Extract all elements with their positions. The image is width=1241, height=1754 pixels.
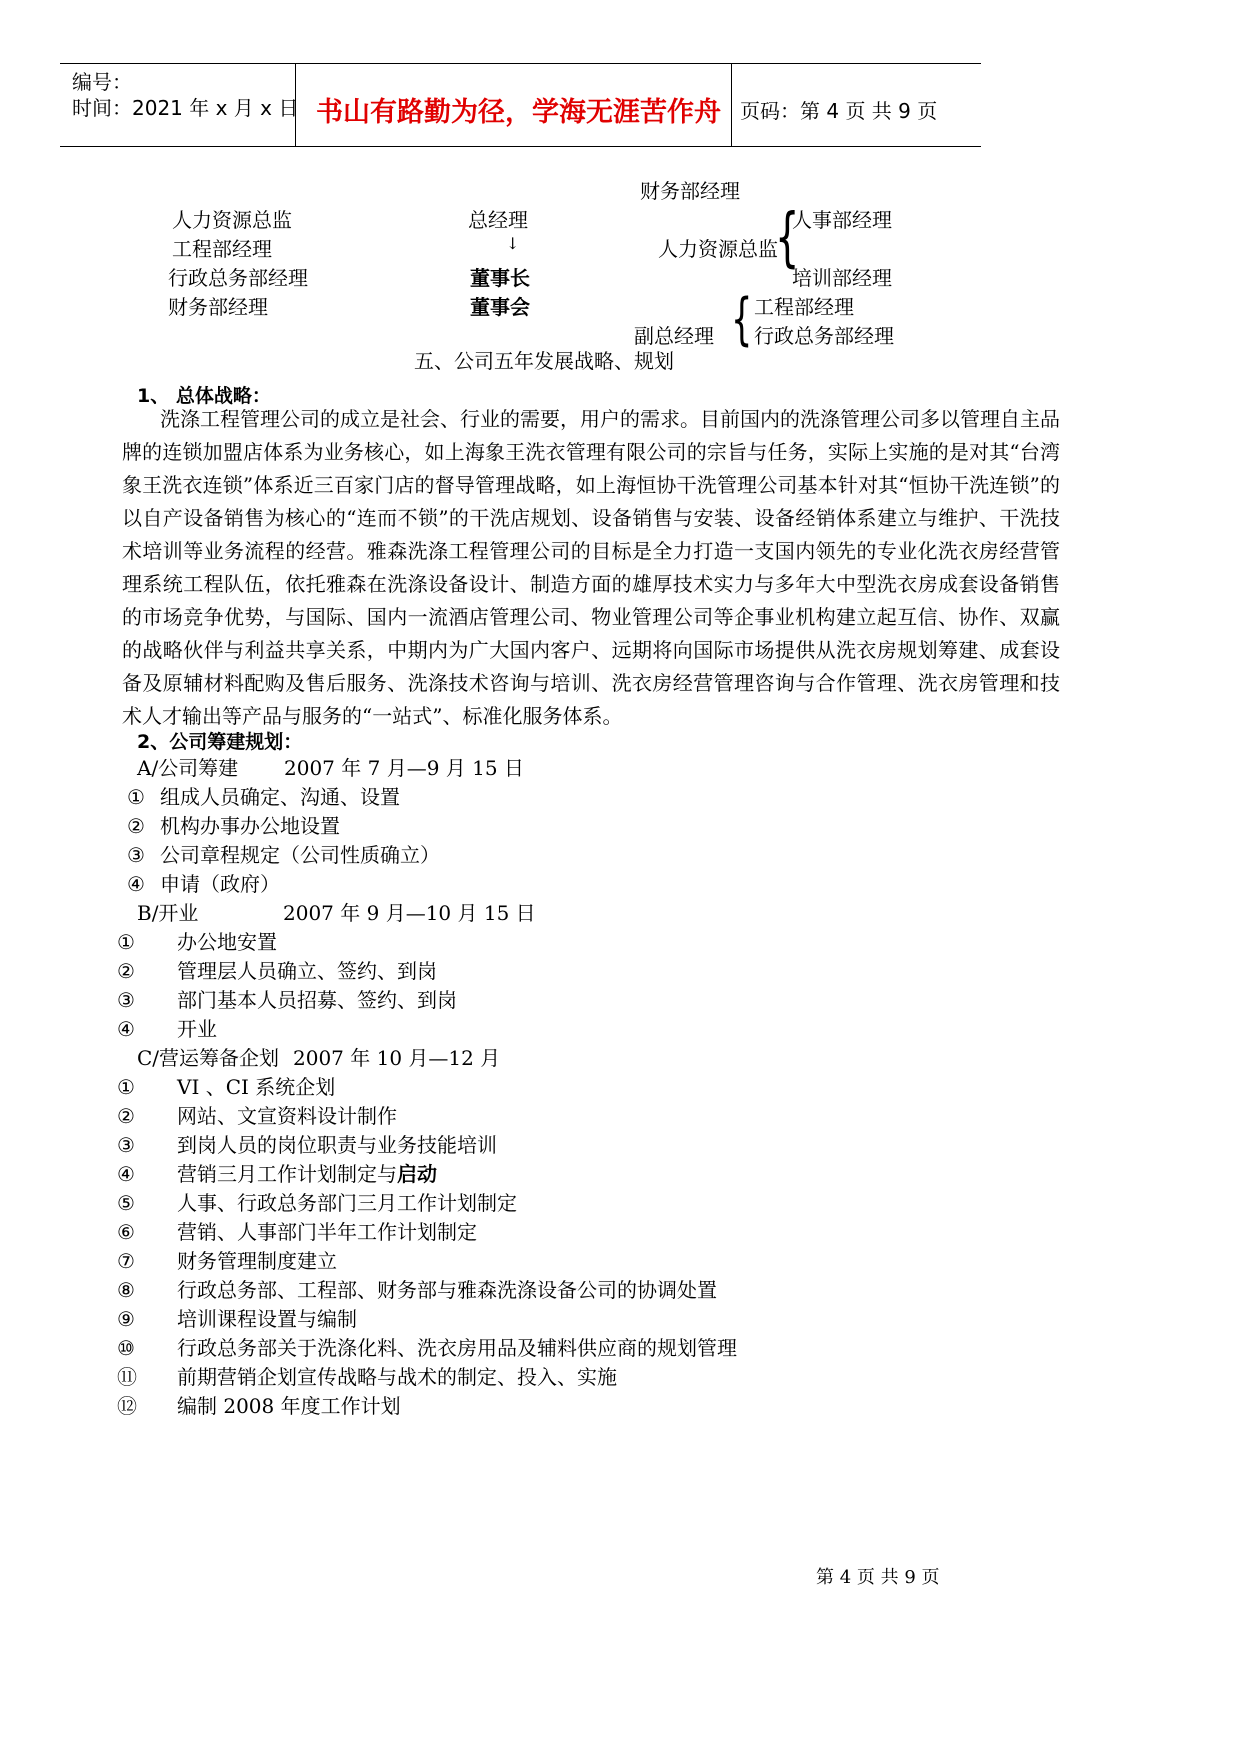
phase-a-label: A/公司筹建: [137, 756, 239, 780]
strategy-paragraph: 洗涤工程管理公司的成立是社会、行业的需要，用户的需求。目前国内的洗涤管理公司多以管理自主品牌的连锁加盟店体系为业务核心，如上海象王洗衣管理有限公司的宗旨与任务，实际上实施的是对其“台湾象王洗衣连锁”体系近三百家门店的督导管理战略，如上海恒协干洗管理公司基本针对其“恒协干洗连锁”的以自产设备销售为核心的“连而不锁”的干洗店规划、设备销售与安装、设备经销体系建立与维护、干洗技术培训等业务流程的经营。雅森洗涤工程管理公司的目标是全力打造一支国内领先的专业化洗衣房经营管理系统工程队伍，依托雅森在洗涤设备设计、制造方面的雄厚技术实力与多年大中型洗衣房成套设备销售的市场竞争优势，与国际、国内一流酒店管理公司、物业管理公司等企事业机构建立起互信、协作、双赢的战略伙伴与利益共享关系，中期内为广大国内客户、远期将向国际市场提供从洗衣房规划筹建、成套设备及原辅材料配购及售后服务、洗涤技术咨询与培训、洗衣房经营管理咨询与合作管理、洗衣房管理和技术人才输出等产品与服务的“一站式”、标准化服务体系。: [122, 407, 1060, 728]
org-left-finance-manager: 财务部经理: [168, 295, 268, 319]
list-item: 培训课程设置与编制: [177, 1307, 357, 1331]
org-engineering-manager: 工程部经理: [754, 295, 854, 319]
org-hr-manager: 人事部经理: [792, 208, 892, 232]
list-item: 管理层人员确立、签约、到岗: [177, 959, 437, 983]
list-item: 人事、行政总务部门三月工作计划制定: [177, 1191, 517, 1215]
list-item: 组成人员确定、沟通、设置: [160, 785, 400, 809]
list-item-num: ⑧: [117, 1278, 135, 1302]
document-time-label: 时间：2021 年 x 月 x 日: [72, 96, 299, 120]
list-item: 机构办事办公地设置: [160, 814, 340, 838]
page-footer: 第 4 页 共 9 页: [816, 1567, 940, 1588]
org-left-admin-manager: 行政总务部经理: [168, 266, 308, 290]
phase-b-date: 2007 年 9 月—10 月 15 日: [283, 901, 536, 925]
org-training-manager: 培训部经理: [792, 266, 892, 290]
header-bottom-rule: [60, 146, 981, 147]
section-2-title: 2、公司筹建规划：: [137, 731, 303, 753]
list-item-num: ④: [117, 1017, 135, 1041]
list-item-num: ③: [117, 1133, 135, 1157]
phase-c-date: 2007 年 10 月—12 月: [293, 1046, 501, 1070]
list-item: 到岗人员的岗位职责与业务技能培训: [177, 1133, 497, 1157]
list-item-num: ⑫: [117, 1394, 137, 1418]
list-item-num: ⑩: [117, 1336, 135, 1360]
org-vice-brace-icon: {: [731, 287, 753, 352]
org-left-hr-director: 人力资源总监: [172, 208, 292, 232]
org-hr-director: 人力资源总监: [658, 237, 778, 261]
list-item-num: ①: [117, 930, 135, 954]
list-item: 开业: [177, 1017, 217, 1041]
org-chairman: 董事长: [470, 266, 530, 290]
list-item: VI 、CI 系统企划: [177, 1075, 336, 1099]
list-item-num: ③: [117, 988, 135, 1012]
header-page-label: 页码：第 4 页 共 9 页: [740, 99, 938, 123]
org-vice-gm: 副总经理: [634, 324, 714, 348]
list-item-num: ④: [117, 1162, 135, 1186]
list-item-num: ②: [117, 959, 135, 983]
phase-c-label: C/营运筹备企划: [137, 1046, 280, 1070]
org-general-manager: 总经理: [468, 208, 528, 232]
org-admin-manager: 行政总务部经理: [754, 324, 894, 348]
org-hr-brace-icon: {: [775, 201, 800, 275]
list-item: 财务管理制度建立: [177, 1249, 337, 1273]
list-item-num: ①: [117, 1075, 135, 1099]
list-item-num: ③: [127, 843, 145, 867]
list-item: 办公地安置: [177, 930, 277, 954]
section-1-title: 1、 总体战略：: [137, 385, 271, 407]
header-divider-right: [731, 63, 732, 147]
document-number-label: 编号：: [72, 70, 132, 94]
list-item-num: ①: [127, 785, 145, 809]
header-motto: 书山有路勤为径，学海无涯苦作舟: [316, 97, 721, 128]
list-item: 部门基本人员招募、签约、到岗: [177, 988, 457, 1012]
list-item-num: ⑪: [117, 1365, 137, 1389]
list-item-num: ⑥: [117, 1220, 135, 1244]
list-item-num: ②: [127, 814, 145, 838]
list-item: 前期营销企划宣传战略与战术的制定、投入、实施: [177, 1365, 617, 1389]
list-item-num: ④: [127, 872, 145, 896]
org-left-engineering-manager: 工程部经理: [172, 237, 272, 261]
org-board: 董事会: [470, 295, 530, 319]
list-item: 行政总务部、工程部、财务部与雅森洗涤设备公司的协调处置: [177, 1278, 717, 1302]
phase-a-date: 2007 年 7 月—9 月 15 日: [284, 756, 524, 780]
list-item-num: ⑦: [117, 1249, 135, 1273]
list-item: 行政总务部关于洗涤化料、洗衣房用品及辅料供应商的规划管理: [177, 1336, 737, 1360]
list-item-num: ⑤: [117, 1191, 135, 1215]
list-item-num: ⑨: [117, 1307, 135, 1331]
org-right-finance-manager: 财务部经理: [640, 179, 740, 203]
list-item: 申请（政府）: [160, 872, 280, 896]
header-top-rule: [60, 63, 981, 64]
list-item: 编制 2008 年度工作计划: [177, 1394, 401, 1418]
list-item: 网站、文宣资料设计制作: [177, 1104, 397, 1128]
org-down-arrow-icon: ↓: [506, 234, 520, 253]
list-item: 公司章程规定（公司性质确立）: [160, 843, 440, 867]
phase-b-label: B/开业: [137, 901, 199, 925]
list-item: 营销、人事部门半年工作计划制定: [177, 1220, 477, 1244]
section-title: 五、公司五年发展战略、规划: [414, 349, 674, 373]
list-item-num: ②: [117, 1104, 135, 1128]
list-item: 营销三月工作计划制定与启动: [177, 1162, 437, 1186]
